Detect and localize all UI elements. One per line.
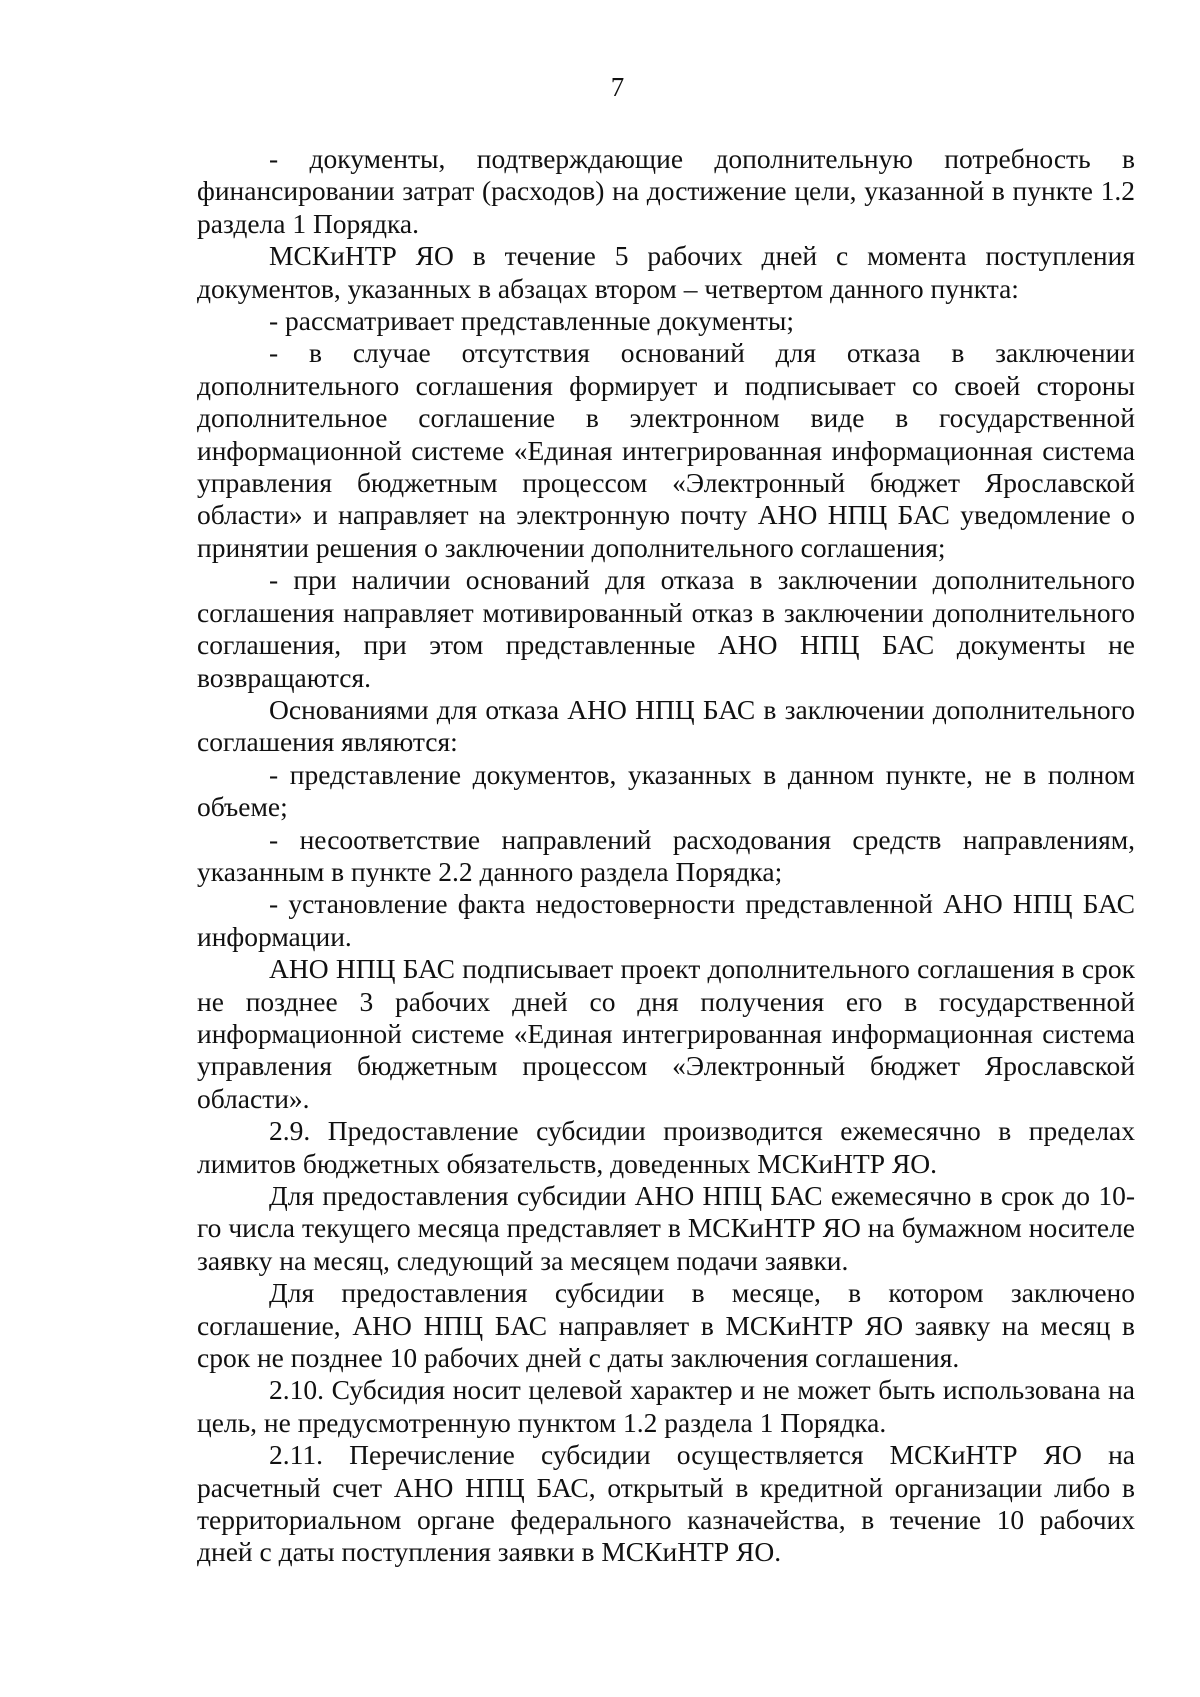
document-body xyxy=(197,143,1135,1569)
paragraph: 2.11. Перечисление субсидии осуществляется МСКиНТР ЯО на расчетный счет АНО НПЦ БАС, открытый в кредитной организации либо в территориальном органе федерального казначейства, в течение 10 рабочих дней с даты поступления заявки в МСКиНТР ЯО. xyxy=(197,1439,1135,1568)
paragraph: 2.9. Предоставление субсидии производится ежемесячно в пределах лимитов бюджетных обязательств, доведенных МСКиНТР ЯО. xyxy=(197,1115,1135,1179)
paragraph: Для предоставления субсидии в месяце, в котором заключено соглашение, АНО НПЦ БАС направляет в МСКиНТР ЯО заявку на месяц в срок не позднее 10 рабочих дней с даты заключения соглашения. xyxy=(197,1277,1135,1374)
paragraph: АНО НПЦ БАС подписывает проект дополнительного соглашения в срок не позднее 3 рабочих дней со дня получения его в государственной информационной системе «Единая интегрированная информационная система управления бюджетным процессом «Электронный бюджет Ярославской области». xyxy=(197,953,1135,1114)
paragraph: - установление факта недостоверности представленной АНО НПЦ БАС информации. xyxy=(197,888,1135,952)
paragraph: - несоответствие направлений расходования средств направлениям, указанным в пункте 2.2 данного раздела Порядка; xyxy=(197,823,1135,887)
paragraph: - представление документов, указанных в данном пункте, не в полном объеме; xyxy=(197,758,1135,823)
paragraph: МСКиНТР ЯО в течение 5 рабочих дней с момента поступления документов, указанных в абзацах втором – четвертом данного пункта: xyxy=(197,240,1135,304)
paragraph: - при наличии оснований для отказа в заключении дополнительного соглашения направляет мотивированный отказ в заключении дополнительного соглашения, при этом представленные АНО НПЦ БАС документы не возвращаются. xyxy=(197,564,1135,693)
paragraph: - рассматривает представленные документы; xyxy=(269,305,795,337)
paragraph: 2.10. Субсидия носит целевой характер и не может быть использована на цель, не предусмотренную пунктом 1.2 раздела 1 Порядка. xyxy=(197,1374,1135,1438)
paragraph: - документы, подтверждающие дополнительную потребность в финансировании затрат (расходов) на достижение цели, указанной в пункте 1.2 раздела 1 Порядка. xyxy=(197,143,1135,239)
paragraph: Основаниями для отказа АНО НПЦ БАС в заключении дополнительного соглашения являются: xyxy=(197,693,1135,758)
paragraph: Для предоставления субсидии АНО НПЦ БАС ежемесячно в срок до 10-го числа текущего месяца представляет в МСКиНТР ЯО на бумажном носителе заявку на месяц, следующий за месяцем подачи заявки. xyxy=(197,1180,1135,1276)
paragraph: - в случае отсутствия оснований для отказа в заключении дополнительного соглашения формирует и подписывает со своей стороны дополнительное соглашение в электронном виде в государственной информационной системе «Единая интегрированная информационная система управления бюджетным процессом «Электронный бюджет Ярославской области» и направляет на электронную почту АНО НПЦ БАС уведомление о принятии решения о заключении дополнительного соглашения; xyxy=(197,337,1135,563)
page-number: 7 xyxy=(610,72,625,102)
